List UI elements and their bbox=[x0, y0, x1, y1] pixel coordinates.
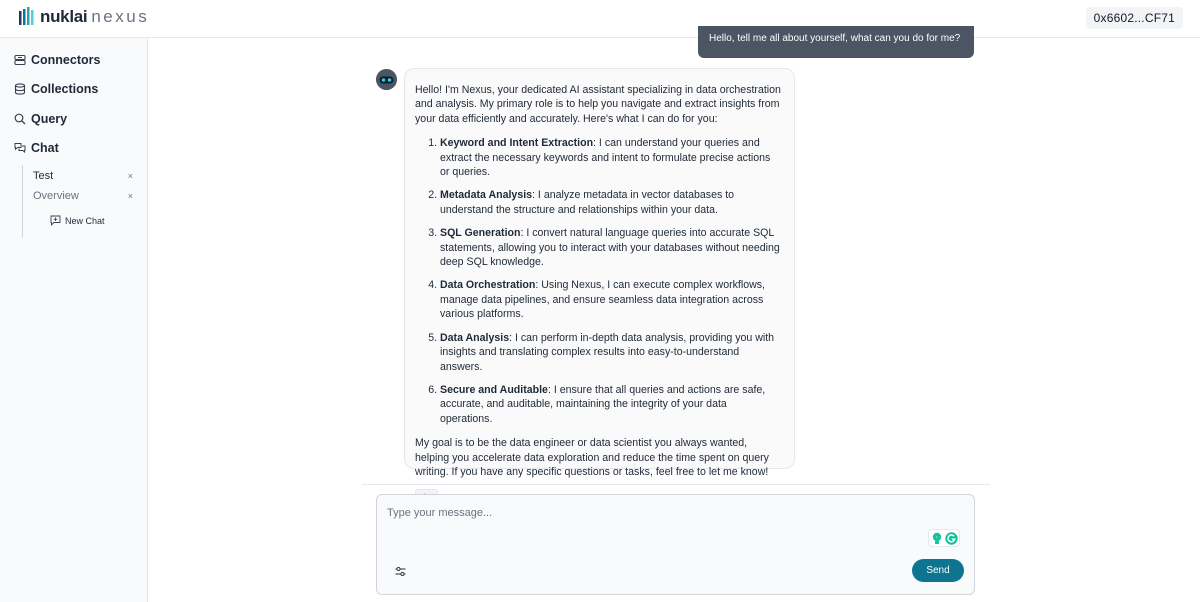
new-chat-label: New Chat bbox=[65, 215, 105, 226]
database-icon bbox=[14, 83, 26, 95]
capability-text: : I convert natural language queries into accurate SQL statements, allowing you to interact with your databases without needing deep SQL knowledge. bbox=[440, 227, 780, 269]
sidebar-item-label: Collections bbox=[31, 82, 99, 96]
wallet-address-button[interactable]: 0x6602...CF71 bbox=[1086, 7, 1183, 29]
assistant-intro: Hello! I'm Nexus, your dedicated AI assistant specializing in data orchestration and analysis. My primary role is to help you navigate and extract insights from your data efficiently and accurately. Here's what I can do for you: bbox=[415, 84, 781, 125]
capability-text: : I can understand your queries and extract the necessary keywords and intent to formulate precise actions or queries. bbox=[440, 137, 771, 179]
sidebar-item-label: Chat bbox=[31, 141, 59, 155]
sidebar-item-label: Connectors bbox=[31, 53, 101, 67]
user-message-bubble: Hello, tell me all about yourself, what can you do for me? bbox=[698, 26, 974, 58]
message-input[interactable] bbox=[387, 504, 917, 522]
connectors-icon bbox=[14, 54, 26, 66]
grammarly-widget[interactable] bbox=[928, 529, 960, 547]
sidebar-item-label: Query bbox=[31, 112, 68, 126]
capability-text: : Using Nexus, I can execute complex workflows, manage data pipelines, and ensure seamless data integration across various platforms. bbox=[440, 279, 765, 321]
grammarly-icon bbox=[945, 532, 958, 545]
chat-title: Overview bbox=[33, 190, 79, 202]
assistant-message-bubble bbox=[404, 68, 795, 478]
message-composer bbox=[376, 494, 975, 595]
nuklai-logo-icon bbox=[18, 7, 36, 27]
capability-text: : I analyze metadata in vector databases to understand the structure and relationships within your data. bbox=[440, 189, 735, 216]
top-bar bbox=[0, 0, 1200, 38]
sidebar bbox=[0, 38, 148, 602]
capability-text: : I can perform in-depth data analysis, providing you with insights and translating complex results into easy-to-understand answers. bbox=[440, 331, 775, 373]
chat-history-item[interactable] bbox=[33, 188, 133, 204]
chat-icon bbox=[14, 142, 26, 154]
assistant-outro: My goal is to be the data engineer or data scientist you always wanted, helping you accelerate data exploration and reduce the time spent on query writing. If you have any specific questions or tasks, feel free to let me know! bbox=[415, 437, 769, 478]
chat-history-item[interactable] bbox=[33, 168, 133, 184]
list-item bbox=[440, 136, 784, 179]
list-item bbox=[440, 331, 784, 374]
capability-title: Metadata Analysis bbox=[440, 189, 533, 202]
sidebar-item-chat[interactable] bbox=[14, 137, 59, 159]
close-icon[interactable]: × bbox=[127, 171, 133, 181]
product-name: nexus bbox=[91, 7, 150, 26]
list-item bbox=[440, 278, 784, 321]
capability-title: Data Orchestration bbox=[440, 279, 536, 292]
sidebar-item-query[interactable] bbox=[14, 108, 67, 130]
new-chat-button[interactable] bbox=[50, 215, 105, 226]
new-chat-icon bbox=[50, 215, 61, 226]
robot-icon bbox=[376, 69, 397, 90]
chat-history-list bbox=[22, 165, 137, 238]
list-item bbox=[440, 383, 784, 426]
logo[interactable] bbox=[18, 5, 149, 29]
chat-title: Test bbox=[33, 170, 54, 182]
send-button[interactable]: Send bbox=[912, 559, 964, 582]
capability-title: Data Analysis bbox=[440, 331, 510, 344]
bot-avatar bbox=[376, 69, 397, 90]
close-icon[interactable]: × bbox=[127, 191, 133, 201]
sidebar-item-collections[interactable] bbox=[14, 78, 98, 100]
divider bbox=[362, 484, 990, 485]
capabilities-list bbox=[440, 136, 784, 426]
capability-text: : I ensure that all queries and actions are safe, accurate, and auditable, maintaining the integrity of your data operations. bbox=[440, 383, 766, 425]
search-icon bbox=[14, 113, 26, 125]
list-item bbox=[440, 226, 784, 269]
svg-text:·: · bbox=[935, 534, 938, 541]
capability-title: SQL Generation bbox=[440, 227, 521, 240]
capability-title: Secure and Auditable bbox=[440, 383, 548, 396]
brand-name: nuklai bbox=[40, 7, 88, 26]
lightbulb-icon bbox=[931, 532, 943, 545]
list-item bbox=[440, 188, 784, 217]
sidebar-item-connectors[interactable] bbox=[14, 49, 100, 71]
settings-sliders-icon[interactable] bbox=[394, 565, 407, 578]
capability-title: Keyword and Intent Extraction bbox=[440, 137, 594, 150]
